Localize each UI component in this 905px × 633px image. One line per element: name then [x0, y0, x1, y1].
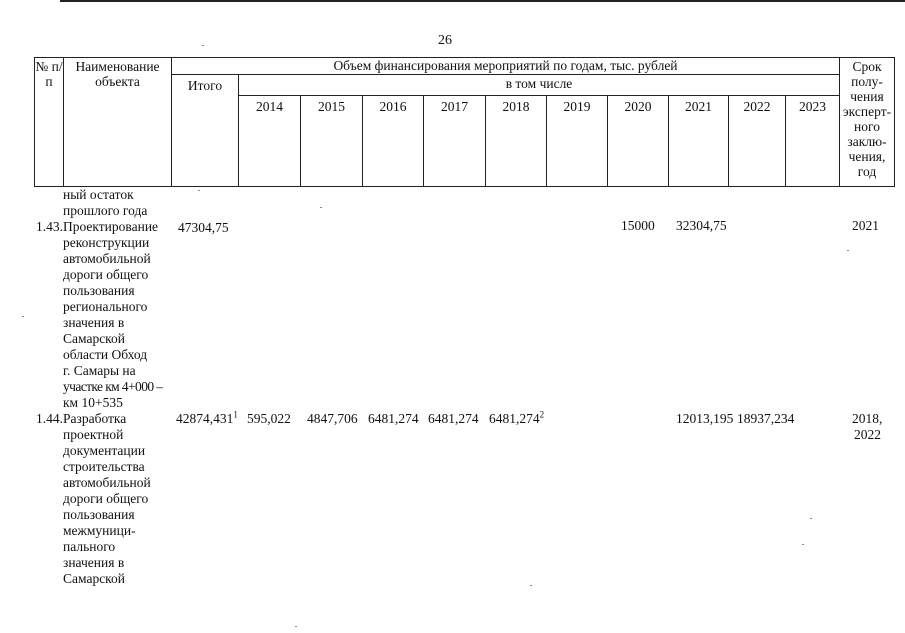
scan-speck: [847, 250, 849, 251]
deadline-line: чения,: [848, 149, 886, 164]
row-value-2022: 18937,234: [737, 411, 795, 426]
header-year: 2020: [608, 96, 669, 187]
header-table: [34, 57, 895, 187]
row-value-2021: 32304,75: [676, 218, 727, 233]
scan-speck: [198, 190, 200, 191]
row-name-line: Самарской: [63, 331, 126, 346]
deadline-line: ного: [854, 119, 880, 134]
continuation-line: прошлого года: [63, 203, 148, 218]
row-name-line: области Обход: [63, 347, 148, 362]
footnote-mark: 1: [233, 409, 238, 420]
scan-speck: [530, 585, 532, 586]
row-total: 47304,75: [178, 220, 229, 235]
row-name-line: км 10+535: [63, 395, 123, 410]
scan-speck: [802, 544, 804, 545]
header-year: 2015: [301, 96, 363, 187]
row-value-2018: [489, 411, 544, 427]
header-year: 2014: [239, 96, 301, 187]
deadline-line: полу-: [851, 74, 883, 89]
row-name-line: пального: [63, 539, 116, 554]
scan-speck: [22, 316, 24, 317]
row-value-2016: 6481,274: [368, 411, 419, 426]
deadline-line: год: [857, 164, 877, 179]
row-name-line: Разработка: [63, 411, 127, 426]
top-rule: [60, 0, 905, 2]
header-including: в том числе: [239, 75, 840, 96]
scan-speck: [810, 518, 812, 519]
header-year: 2022: [729, 96, 786, 187]
row-name-line: реконструкции: [63, 235, 150, 250]
row-name-line: дороги общего: [63, 491, 149, 506]
row-name-line: Проектирование: [63, 219, 159, 234]
row-name-line: межмуници-: [63, 523, 136, 538]
deadline-line: эксперт-: [842, 104, 892, 119]
header-no: № п/п: [35, 58, 64, 187]
row-number: 1.43.: [36, 219, 63, 234]
row-deadline: 2022: [854, 427, 881, 442]
row-name-line: значения в: [63, 555, 125, 570]
row-value-2017: 6481,274: [428, 411, 479, 426]
row-value-2018-number: 6481,274: [489, 411, 540, 426]
row-name-line: строительства: [63, 459, 145, 474]
row-name-line: дороги общего: [63, 267, 149, 282]
continuation-line: ный остаток: [63, 187, 134, 202]
deadline-line: заклю-: [847, 134, 887, 149]
row-total: [176, 411, 238, 427]
row-name-line: регионального: [63, 299, 148, 314]
row-total-value: 42874,431: [176, 411, 234, 426]
row-name-line: проектной: [63, 427, 124, 442]
row-value-2015: 4847,706: [307, 411, 358, 426]
header-total: Итого: [172, 75, 239, 187]
scan-speck: [320, 207, 322, 208]
deadline-line: чения: [850, 89, 884, 104]
header-funding: Объем финансирования мероприятий по годам, тыс. рублей: [172, 58, 840, 75]
scan-speck: [202, 45, 204, 46]
footnote-mark: 2: [539, 409, 545, 420]
page-number: 26: [438, 33, 452, 48]
row-value-2020: 15000: [621, 218, 655, 233]
header-deadline: [840, 58, 895, 187]
header-year: 2021: [669, 96, 729, 187]
header-year: 2019: [547, 96, 608, 187]
row-deadline: 2018,: [852, 411, 883, 426]
row-name-line: г. Самары на: [63, 363, 136, 378]
row-name-line: Самарской: [63, 571, 126, 586]
row-value-2021: 12013,195: [676, 411, 734, 426]
row-number: 1.44.: [36, 411, 63, 426]
header-year: 2018: [486, 96, 547, 187]
row-name-line: значения в: [63, 315, 125, 330]
header-year: 2023: [786, 96, 840, 187]
row-deadline: 2021: [852, 218, 879, 233]
scan-speck: [295, 626, 297, 627]
header-year: 2017: [424, 96, 486, 187]
row-name-line: пользования: [63, 283, 135, 298]
row-name-line: участке км 4+000 –: [63, 379, 163, 394]
header-name: Наименование объекта: [64, 58, 172, 187]
row-name-line: пользования: [63, 507, 135, 522]
header-year: 2016: [363, 96, 424, 187]
row-name-line: автомобильной: [63, 475, 151, 490]
row-name-line: документации: [63, 443, 146, 458]
deadline-line: Срок: [852, 59, 882, 74]
row-name-line: автомобильной: [63, 251, 151, 266]
row-value-2014: 595,022: [247, 411, 291, 426]
